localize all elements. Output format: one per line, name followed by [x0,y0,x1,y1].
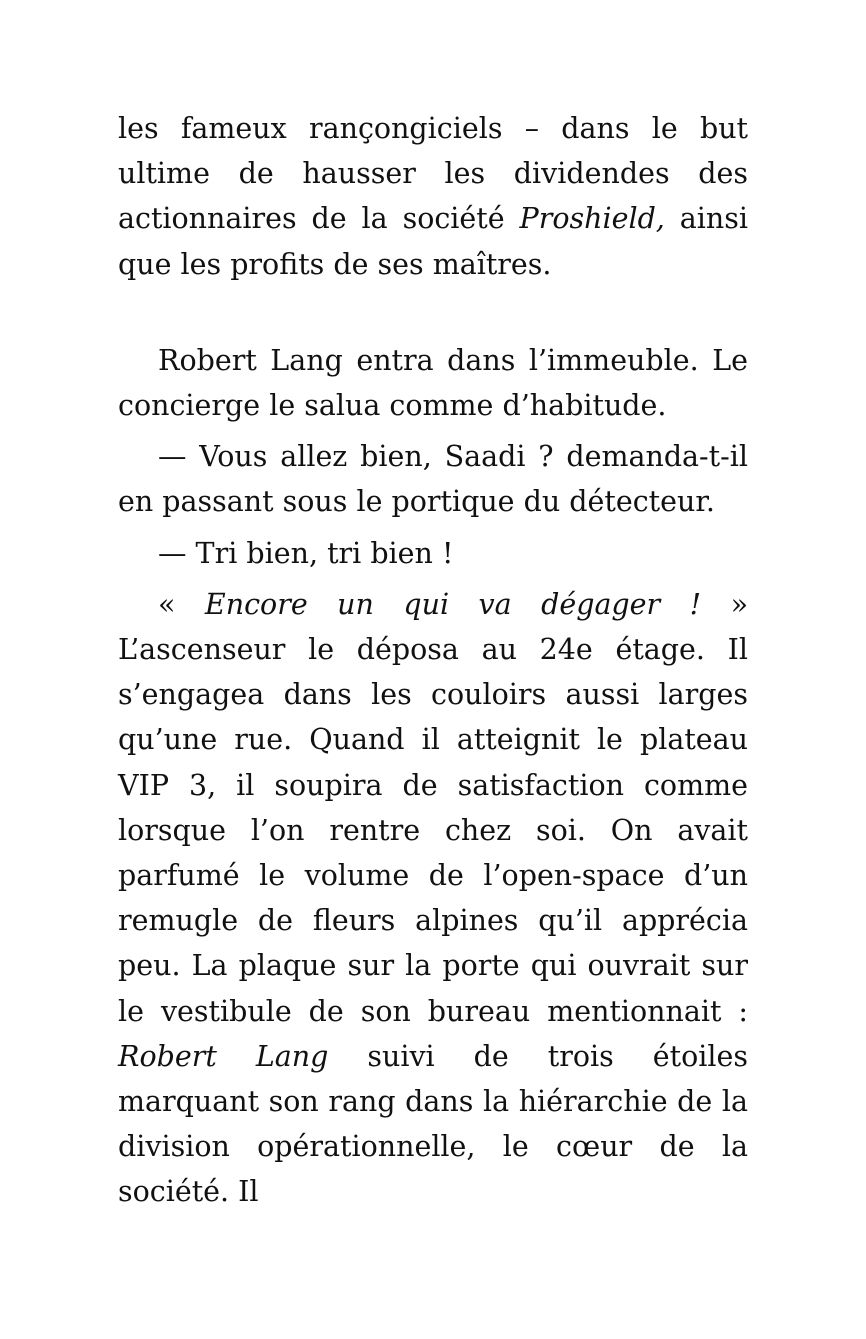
paragraph-text: les fameux rançongiciels – dans le but ultime de hausser les dividendes des actionnaires de la société [118,112,748,236]
paragraph-text: L’ascenseur le déposa au 24e étage. Il s’engagea dans les couloirs aussi larges qu’une rue. Quand il atteignit le plateau VIP 3, il soupira de satisfaction comme lorsque l’on rentre chez soi. On avait parfumé le volume de l’open-space d’un remugle de fleurs alpines qu’il apprécia peu. La plaque sur la porte qui ouvrait sur le vestibule de son bureau mentionnait : [118,633,748,1028]
paragraph-continuation [118,106,748,287]
company-name-italic: Proshield, [519,202,665,236]
paragraph-text: suivi de trois étoiles marquant son rang dans la hiérarchie de la division opérationnelle, le cœur de la société. Il [118,1039,748,1209]
paragraph-text: ainsi que les profits de ses maîtres. [118,202,748,281]
quote-open: « [158,587,205,621]
paragraph-office [118,582,748,1215]
quote-close: » [701,587,749,621]
paragraph-arrival: Robert Lang entra dans l’immeuble. Le concierge le salua comme d’habitude. [118,343,748,423]
paragraph-gap [118,287,748,338]
inner-thought-italic: Encore un qui va dégager ! [204,587,702,621]
book-page [118,106,748,1215]
nameplate-italic: Robert Lang [118,1039,329,1073]
dialogue-question: — Vous allez bien, Saadi ? demanda-t-il en passant sous le portique du détecteur. [118,440,748,519]
dialogue-answer: — Tri bien, tri bien ! [158,536,454,570]
